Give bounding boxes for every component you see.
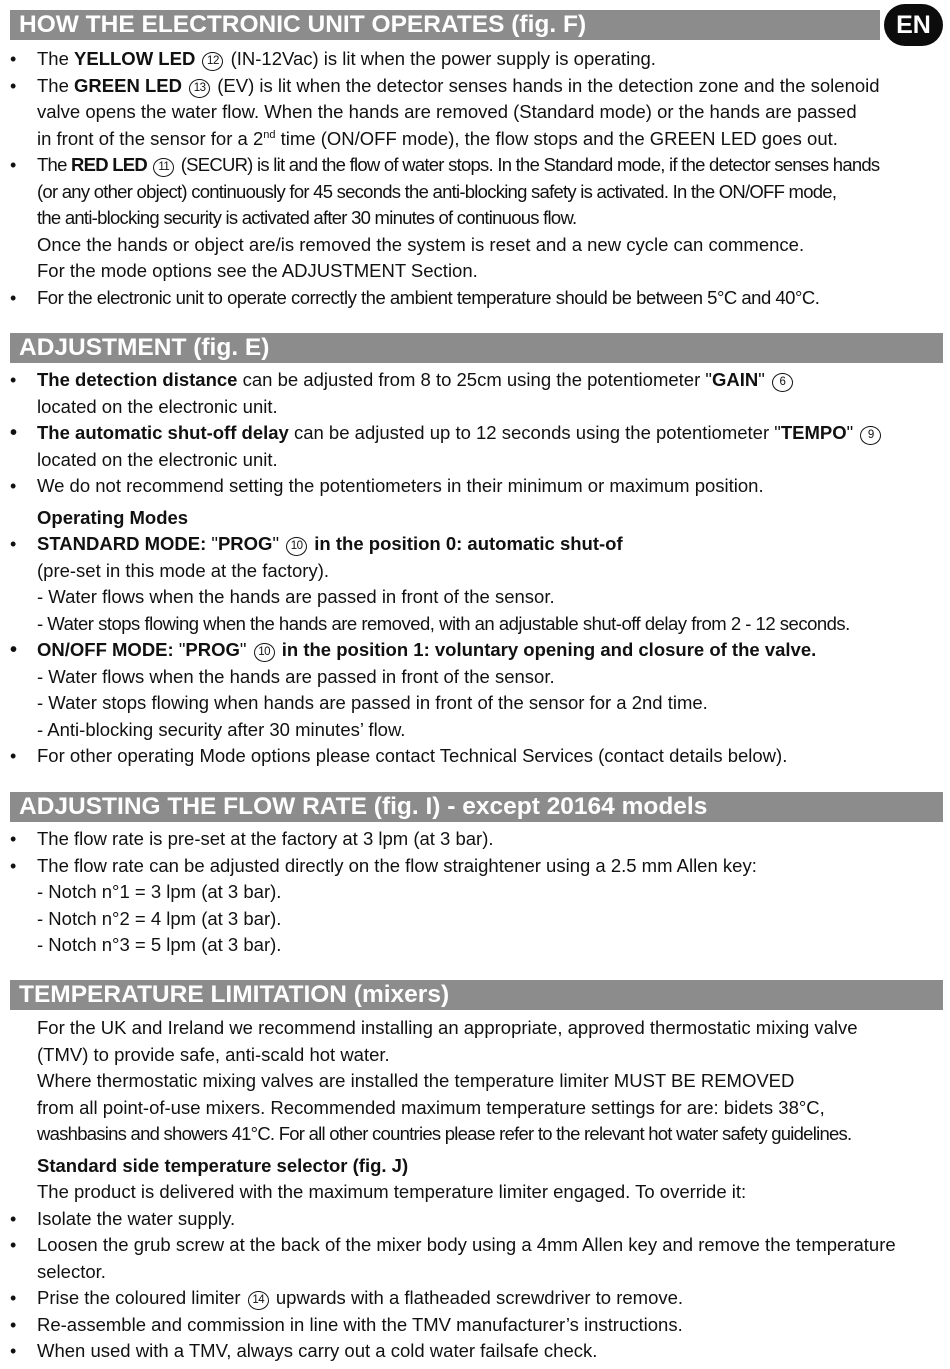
bullet: •: [10, 829, 17, 849]
bullet: •: [10, 1314, 17, 1335]
callout-number: 6: [772, 373, 793, 392]
bold-text: The automatic shut-off delay: [37, 422, 289, 443]
text-line: - Water flows when the hands are passed in front of the sensor.: [37, 665, 555, 687]
text-line: Where thermostatic mixing valves are installed the temperature limiter MUST BE REMOVED: [37, 1070, 795, 1091]
list-item: [10, 367, 943, 394]
section-electronic-unit: [10, 10, 880, 40]
section-adjustment: [10, 333, 943, 363]
section-title: TEMPERATURE LIMITATION (mixers): [10, 980, 943, 1010]
callout-number: 13: [189, 79, 210, 98]
text: ": [846, 422, 854, 443]
mode-description: in the position 1: voluntary opening and closure of the valve.: [276, 639, 817, 660]
text: ": [758, 369, 765, 390]
led-label: RED LED: [71, 154, 147, 175]
list-item: [10, 1338, 943, 1365]
text: Re-assemble and commission in line with the TMV manufacturer’s instructions.: [37, 1313, 683, 1335]
list-item: [10, 1312, 943, 1339]
bullet: •: [10, 1288, 17, 1308]
bullet: •: [10, 370, 17, 390]
callout-number: 11: [153, 158, 174, 177]
mode-name: STANDARD MODE:: [37, 533, 212, 554]
text: upwards with a flatheaded screwdriver to remove.: [270, 1287, 684, 1308]
led-label: YELLOW LED: [74, 48, 196, 69]
section-temperature-body: [10, 1015, 943, 1365]
mode-name: ON/OFF MODE:: [37, 639, 179, 660]
bullet: •: [10, 639, 18, 661]
text: can be adjusted up to 12 seconds using the potentiometer ": [288, 422, 781, 443]
text-line: (TMV) to provide safe, anti-scald hot water.: [37, 1043, 390, 1065]
list-item: [10, 743, 943, 770]
text: ": [272, 533, 280, 554]
subheading: Operating Modes: [37, 506, 189, 528]
bullet: •: [10, 287, 16, 308]
callout-number: 9: [860, 426, 881, 445]
callout-number: 10: [254, 643, 275, 662]
bullet: •: [10, 476, 17, 496]
bullet: •: [10, 75, 17, 96]
list-item: [10, 152, 943, 179]
list-item: [10, 285, 943, 312]
callout-number: 12: [202, 52, 223, 71]
text: Loosen the grub screw at the back of the mixer body using a 4mm Allen key and remove the temperature: [37, 1234, 896, 1255]
list-item: [10, 531, 943, 558]
text-line: the anti-blocking security is activated after 30 minutes of continuous flow.: [37, 207, 577, 228]
bullet: •: [10, 855, 17, 876]
bullet: •: [10, 1235, 17, 1255]
prog-label: PROG: [185, 639, 240, 660]
text: The flow rate can be adjusted directly on the flow straightener using a 2.5 mm Allen key:: [37, 854, 757, 876]
text-line: (or any other object) continuously for 45 seconds the anti-blocking safety is activated. In the ON/OFF mode,: [37, 180, 837, 202]
list-item: [10, 46, 943, 73]
text: The flow rate is pre-set at the factory at 3 lpm (at 3 bar).: [37, 828, 494, 849]
list-item: [10, 1285, 943, 1312]
callout-number: 10: [286, 537, 307, 556]
text-line: The product is delivered with the maximum temperature limiter engaged. To override it:: [37, 1181, 747, 1202]
superscript: nd: [263, 128, 276, 141]
notch-line: - Notch n°2 = 4 lpm (at 3 bar).: [37, 907, 282, 929]
list-item: [10, 826, 943, 853]
led-label: GREEN LED: [74, 74, 182, 96]
bullet: •: [10, 746, 17, 766]
text-line: - Water flows when the hands are passed in front of the sensor.: [37, 586, 555, 607]
prog-label: PROG: [217, 533, 273, 554]
text-line: valve opens the water flow. When the hands are removed (Standard mode) or the hands are passed: [37, 101, 857, 122]
text-line: from all point-of-use mixers. Recommended maximum temperature settings for are: bidets 38°C,: [37, 1096, 825, 1118]
text: The: [37, 154, 72, 175]
text: time (ON/OFF mode), the flow stops and the GREEN LED goes out.: [275, 127, 838, 149]
text: Isolate the water supply.: [37, 1207, 236, 1229]
language-badge: EN: [884, 4, 943, 46]
list-item: [10, 1232, 943, 1259]
text: (IN-12Vac) is lit when the power supply is operating.: [225, 48, 656, 69]
text-line: For the mode options see the ADJUSTMENT Section.: [37, 260, 478, 281]
text-line: selector.: [37, 1260, 106, 1282]
section-title: HOW THE ELECTRONIC UNIT OPERATES (fig. F): [10, 10, 880, 40]
text-line: washbasins and showers 41°C. For all other countries please refer to the relevant hot water safety guidelines.: [37, 1123, 852, 1144]
section-electronic-unit-body: [10, 46, 943, 311]
text: ": [239, 639, 247, 660]
list-item: [10, 420, 943, 447]
bullet: •: [10, 155, 16, 175]
potentiometer-label: GAIN: [711, 369, 759, 390]
text: Prise the coloured limiter: [37, 1287, 246, 1308]
text-line: - Water stops flowing when hands are passed in front of the sensor for a 2nd time.: [37, 692, 708, 713]
text-line: located on the electronic unit.: [37, 448, 278, 470]
callout-number: 14: [248, 1291, 269, 1310]
text-line: For the UK and Ireland we recommend installing an appropriate, approved thermostatic mixing valve: [37, 1017, 858, 1038]
text-line: - Anti-blocking security after 30 minutes’ flow.: [37, 718, 406, 740]
subheading: Standard side temperature selector (fig. J): [37, 1154, 409, 1176]
text-line: - Water stops flowing when the hands are removed, with an adjustable shut-off delay from 2 - 12 seconds.: [37, 612, 850, 634]
bullet: •: [10, 1208, 17, 1229]
text: For the electronic unit to operate correctly the ambient temperature should be between 5°C and 40°C.: [37, 286, 820, 308]
text: in front of the sensor for a 2: [37, 127, 264, 149]
text: For other operating Mode options please contact Technical Services (contact details below).: [37, 745, 788, 766]
text: ": [211, 533, 218, 554]
bullet: •: [10, 49, 17, 69]
text: The: [37, 48, 75, 69]
section-title: ADJUSTMENT (fig. E): [10, 333, 943, 363]
list-item: [10, 637, 943, 664]
section-temperature: [10, 980, 943, 1010]
bold-text: The detection distance: [37, 369, 238, 390]
bullet: •: [10, 1341, 17, 1361]
notch-line: - Notch n°1 = 3 lpm (at 3 bar).: [37, 881, 282, 902]
text-line: [10, 126, 943, 153]
list-item: [10, 853, 943, 880]
section-flow-rate: [10, 792, 943, 822]
section-title: ADJUSTING THE FLOW RATE (fig. I) - except 20164 models: [10, 792, 943, 822]
bullet: •: [10, 422, 18, 444]
list-item: [10, 1206, 943, 1233]
potentiometer-label: TEMPO: [780, 422, 847, 443]
bullet: •: [10, 534, 17, 554]
text: The: [37, 74, 75, 96]
text-line: (pre-set in this mode at the factory).: [37, 559, 330, 581]
section-adjustment-body: [10, 367, 943, 770]
text: We do not recommend setting the potentiometers in their minimum or maximum position.: [37, 475, 764, 496]
mode-description: in the position 0: automatic shut-of: [309, 533, 623, 554]
text-line: Once the hands or object are/is removed the system is reset and a new cycle can commence.: [37, 233, 805, 255]
list-item: [10, 73, 943, 100]
text: (SECUR) is lit and the flow of water stops. In the Standard mode, if the detector senses hands: [176, 154, 880, 175]
text: When used with a TMV, always carry out a cold water failsafe check.: [37, 1340, 598, 1361]
list-item: [10, 473, 943, 500]
notch-line: - Notch n°3 = 5 lpm (at 3 bar).: [37, 934, 282, 955]
text-line: located on the electronic unit.: [37, 395, 278, 417]
text: can be adjusted from 8 to 25cm using the potentiometer ": [237, 369, 712, 390]
text: (EV) is lit when the detector senses hands in the detection zone and the solenoid: [212, 74, 880, 96]
section-flow-rate-body: [10, 826, 943, 959]
text: ": [178, 639, 186, 660]
